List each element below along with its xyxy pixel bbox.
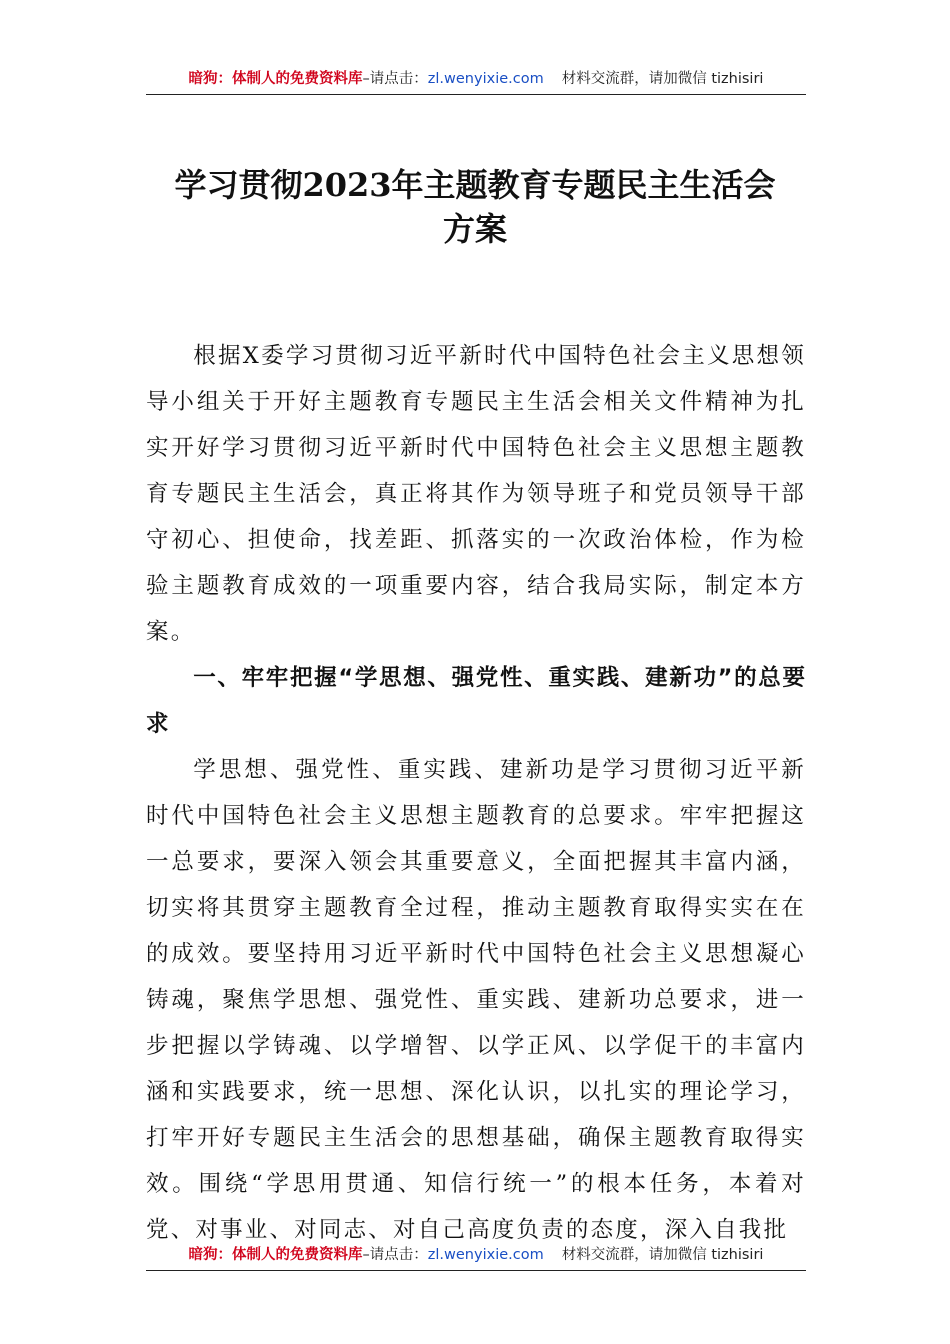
banner-url-link[interactable]: zl.wenyixie.com [427, 71, 544, 87]
section-paragraph: 学思想、强党性、重实践、建新功是学习贯彻习近平新时代中国特色社会主义思想主题教育的总要求。牢牢把握这一总要求，要深入领会其重要意义，全面把握其丰富内涵，切实将其贯穿主题教育全过程，推动主题教育取得实实在在的成效。要坚持用习近平新时代中国特色社会主义思想凝心铸魂，聚焦学思想、强党性、重实践、建新功总要求，进一步把握以学铸魂、以学增智、以学正风、以学促干的丰富内涵和实践要求，统一思想、深化认识，以扎实的理论学习，打牢开好专题民主生活会的思想基础，确保主题教育取得实效。围绕“学思用贯通、知信行统一”的根本任务，本着对党、对事业、对同志、对自己高度负责的态度，深入自我批 [146, 757, 806, 1243]
document-title-line1: 学习贯彻2023年主题教育专题民主生活会 [174, 166, 776, 204]
banner-group-text: 材料交流群，请加微信 tizhisiri [561, 71, 764, 87]
intro-paragraph: 根据X委学习贯彻习近平新时代中国特色社会主义思想领导小组关于开好主题教育专题民主生活会相关文件精神为扎实开好学习贯彻习近平新时代中国特色社会主义思想主题教育专题民主生活会，真正将其作为领导班子和党员领导干部守初心、担使命，找差距、抓落实的一次政治体检，作为检验主题教育成效的一项重要内容，结合我局实际，制定本方案。 [146, 343, 806, 645]
banner-brand: 暗狗：体制人的免费资料库 [188, 71, 363, 87]
banner-url-link[interactable]: zl.wenyixie.com [427, 1247, 544, 1263]
banner-group-text: 材料交流群，请加微信 tizhisiri [561, 1247, 764, 1263]
banner-click-hint: –请点击： [362, 1247, 428, 1263]
banner-click-hint: –请点击： [362, 71, 428, 87]
section-heading: 一、牢牢把握“学思想、强党性、重实践、建新功”的总要求 [146, 665, 806, 737]
banner-brand: 暗狗：体制人的免费资料库 [188, 1247, 363, 1263]
document-title-line2: 方案 [442, 210, 507, 248]
header-banner [146, 64, 806, 95]
document-body [146, 333, 806, 1253]
footer-banner [146, 1240, 806, 1271]
